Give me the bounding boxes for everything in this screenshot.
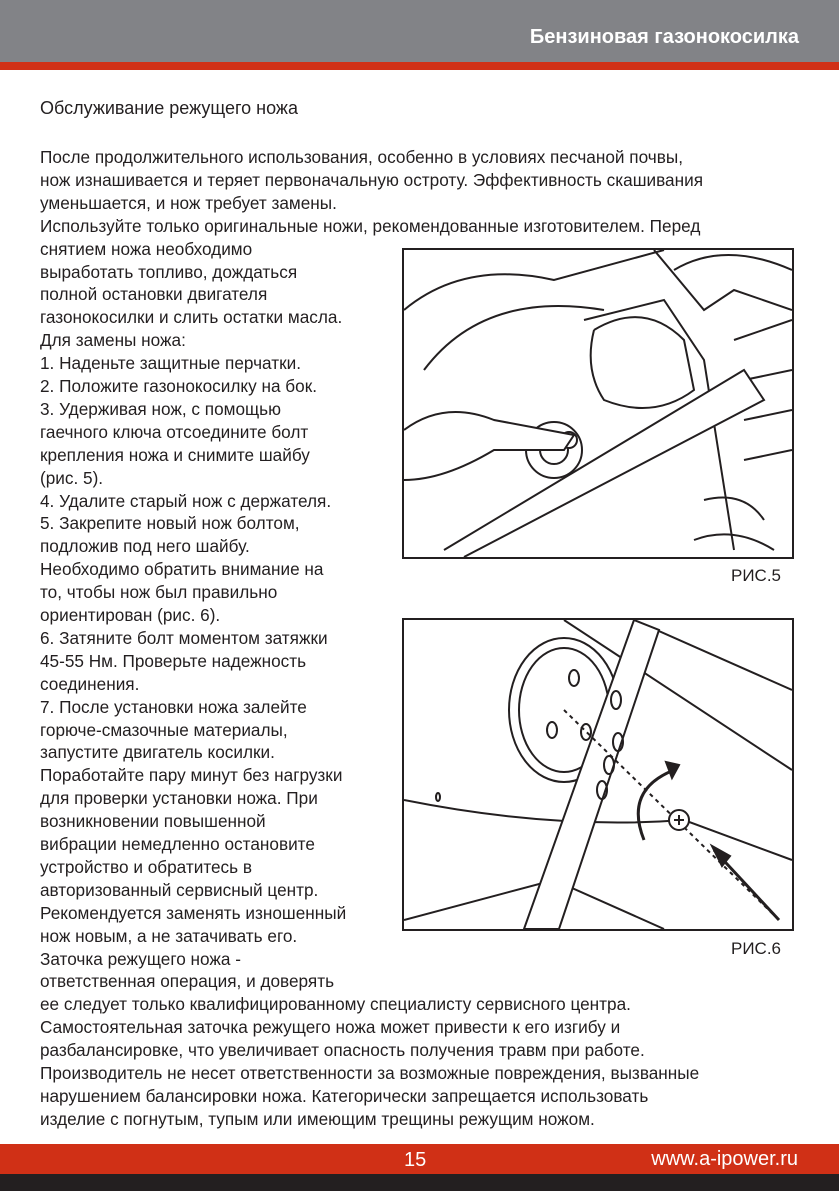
- text-line: Заточка режущего ножа -: [40, 948, 241, 969]
- text-line: возникновении повышенной: [40, 811, 266, 832]
- text-line: устройство и обратитесь в: [40, 856, 253, 877]
- text-line: 7. После установки ножа залейте: [40, 696, 307, 717]
- text-line: подложив под него шайбу.: [40, 536, 250, 557]
- text-line: Рекомендуется заменять изношенный: [40, 902, 347, 923]
- text-line: снятием ножа необходимо: [40, 238, 253, 259]
- text-line: ее следует только квалифицированному специалисту сервисного центра.: [40, 994, 631, 1015]
- text-line: ответственная операция, и доверять: [40, 971, 335, 992]
- text-line: уменьшается, и нож требует замены.: [40, 192, 337, 213]
- text-line: После продолжительного использования, особенно в условиях песчаной почвы,: [40, 147, 683, 167]
- text-line: (рис. 5).: [40, 467, 104, 488]
- text-line: 6. Затяните болт моментом затяжки: [40, 627, 328, 648]
- figure-5-blade-removal: [402, 248, 794, 559]
- text-line: нож новым, а не затачивать его.: [40, 925, 298, 946]
- text-line: изделие с погнутым, тупым или имеющим трещины режущим ножом.: [40, 1108, 595, 1129]
- text-line: нарушением балансировки ножа. Категорически запрещается использовать: [40, 1085, 649, 1106]
- text-line: 5. Закрепите новый нож болтом,: [40, 513, 300, 534]
- text-line: 4. Удалите старый нож с держателя.: [40, 490, 332, 511]
- text-line: 2. Положите газонокосилку на бок.: [40, 376, 317, 396]
- text-line: Для замены ножа:: [40, 330, 186, 351]
- text-line: разбалансировке, что увеличивает опасность получения травм при работе.: [40, 1040, 645, 1061]
- text-line: 1. Наденьте защитные перчатки.: [40, 353, 301, 374]
- text-line: для проверки установки ножа. При: [40, 788, 318, 809]
- text-line: газонокосилки и слить остатки масла.: [40, 307, 343, 328]
- text-line: выработать топливо, дождаться: [40, 261, 298, 282]
- text-line: крепления ножа и снимите шайбу: [40, 444, 310, 465]
- figure-6-blade-orientation: [402, 618, 794, 931]
- text-line: Используйте только оригинальные ножи, рекомендованные изготовителем. Перед: [40, 215, 701, 236]
- text-line: вибрации немедленно остановите: [40, 834, 315, 854]
- section-title: Обслуживание режущего ножа: [40, 98, 298, 118]
- header-accent-stripe: [0, 62, 839, 70]
- text-line: гаечного ключа отсоедините болт: [40, 421, 309, 442]
- text-line: 3. Удерживая нож, с помощью: [40, 398, 282, 419]
- text-line: то, чтобы нож был правильно: [40, 582, 278, 603]
- website-link[interactable]: www.a-ipower.ru: [651, 1148, 798, 1170]
- footer-dark-stripe: [0, 1174, 839, 1191]
- text-line: нож изнашивается и теряет первоначальную остроту. Эффективность скашивания: [40, 169, 703, 190]
- text-line: 45-55 Нм. Проверьте надежность: [40, 650, 307, 671]
- text-line: Необходимо обратить внимание на: [40, 559, 324, 580]
- text-line: Производитель не несет ответственности за возможные повреждения, вызванные: [40, 1063, 700, 1083]
- page-number: 15: [404, 1149, 427, 1171]
- text-line: соединения.: [40, 673, 140, 694]
- text-line: Самостоятельная заточка режущего ножа может привести к его изгибу и: [40, 1017, 621, 1038]
- text-line: Поработайте пару минут без нагрузки: [40, 765, 343, 786]
- text-line: авторизованный сервисный центр.: [40, 879, 319, 900]
- figure-5-caption: РИС.5: [730, 566, 781, 585]
- text-line: ориентирован (рис. 6).: [40, 605, 221, 625]
- document-title: Бензиновая газонокосилка: [529, 26, 799, 48]
- figure-6-caption: РИС.6: [730, 939, 781, 958]
- text-line: полной остановки двигателя: [40, 284, 268, 305]
- text-line: запустите двигатель косилки.: [40, 742, 275, 763]
- text-line: горюче-смазочные материалы,: [40, 719, 288, 740]
